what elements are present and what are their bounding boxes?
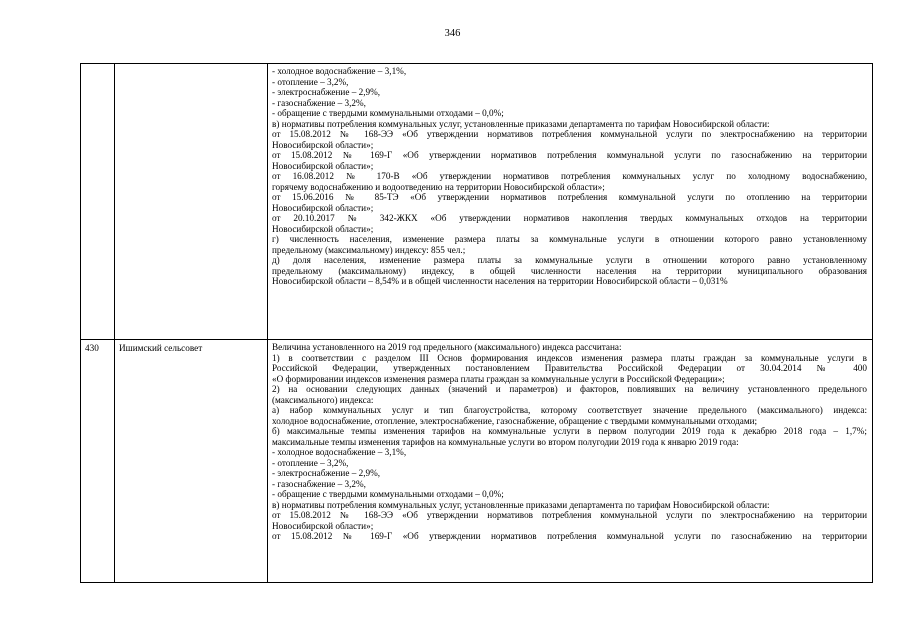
text-line: от 15.08.2012 № 169-Г «Об утверждении нормативов потребления коммунальной услуги по газоснабжению на территории xyxy=(272,531,867,541)
document-table xyxy=(80,63,873,583)
text-line: Новосибирской области»; xyxy=(272,520,374,531)
text-line: г) численность населения, изменение размера платы за коммунальные услуги в отношении которого равно установленному xyxy=(272,234,867,244)
text-line: предельному (максимальному) индексу: 855 чел.; xyxy=(272,244,466,255)
text-line: - электроснабжение – 2,9%, xyxy=(272,468,381,478)
text-line: 2) на основании следующих данных (значений и параметров) и факторов, повлиявших на величину установленного предельного xyxy=(272,384,867,394)
text-line: - электроснабжение – 2,9%, xyxy=(272,87,381,97)
text-line: Новосибирской области»; xyxy=(272,202,374,213)
table-row xyxy=(81,64,873,340)
row-number-cell xyxy=(81,64,115,340)
text-line: от 20.10.2017 № 342-ЖКХ «Об утверждении нормативов накопления твердых коммунальных отходов на территории xyxy=(272,213,867,223)
index-description-cell xyxy=(268,340,873,583)
text-line: - газоснабжение – 3,2%, xyxy=(272,97,366,108)
text-line: холодное водоснабжение, отопление, электроснабжение, газоснабжение, обращение с твердыми коммунальными отходами; xyxy=(272,415,758,426)
table-row xyxy=(81,340,873,583)
text-line: а) набор коммунальных услуг и тип благоустройства, которому соответствует значение предельного (максимального) индекса: xyxy=(272,405,867,415)
text-line: - холодное водоснабжение – 3,1%, xyxy=(272,447,407,457)
text-line: Новосибирской области»; xyxy=(272,223,374,234)
text-line: Новосибирской области»; xyxy=(272,139,374,150)
text-line: «О формировании индексов изменения размера платы граждан за коммунальные услуги в Российской Федерации»; xyxy=(272,373,725,384)
text-line: - холодное водоснабжение – 3,1%, xyxy=(272,66,407,76)
text-line: д) доля населения, изменение размера платы за коммунальные услуги в отношении которого равно установленному xyxy=(272,255,867,265)
text-line: - обращение с твердыми коммунальными отходами – 0,0%; xyxy=(272,108,504,118)
row-number-cell: 430 xyxy=(81,340,115,583)
text-line: - отопление – 3,2%, xyxy=(272,457,349,468)
text-line: Величина установленного на 2019 год предельного (максимального) индекса рассчитана: xyxy=(272,342,622,352)
text-line: от 15.06.2016 № 85-ТЭ «Об утверждении нормативов потребления коммунальной услуги по отоплению на территории xyxy=(272,192,867,202)
text-line: от 16.08.2012 № 170-В «Об утверждении нормативов потребления коммунальных услуг по холодному водоснабжению, xyxy=(272,171,867,181)
text-line: Российской Федерации, утвержденных постановлением Правительства Российской Федерации от 30.04.2014 № 400 xyxy=(272,363,867,373)
page-number: 346 xyxy=(444,28,461,39)
text-line: горячему водоснабжению и водоотведению на территории Новосибирской области»; xyxy=(272,181,605,192)
text-line: от 15.08.2012 № 168-ЭЭ «Об утверждении нормативов потребления коммунальной услуги по электроснабжению на территории xyxy=(272,129,867,139)
text-line: - отопление – 3,2%, xyxy=(272,76,349,87)
text-line: от 15.08.2012 № 169-Г «Об утверждении нормативов потребления коммунальной услуги по газоснабжению на территории xyxy=(272,150,867,160)
text-line: б) максимальные темпы изменения тарифов на коммунальные услуги в первом полугодии 2019 года к декабрю 2018 года – 1,7%; xyxy=(272,426,867,436)
text-line: - обращение с твердыми коммунальными отходами – 0,0%; xyxy=(272,489,504,499)
text-line: максимальные темпы изменения тарифов на коммунальные услуги во втором полугодии 2019 года к январю 2019 года: xyxy=(272,436,739,447)
text-line: (максимального) индекса: xyxy=(272,394,374,405)
text-line: от 15.08.2012 № 168-ЭЭ «Об утверждении нормативов потребления коммунальной услуги по электроснабжению на территории xyxy=(272,510,867,520)
text-line: Новосибирской области – 8,54% и в общей численности населения на территории Новосибирской области – 0,031% xyxy=(272,276,728,286)
text-line: в) нормативы потребления коммунальных услуг, установленные приказами департамента по тарифам Новосибирской области: xyxy=(272,118,770,129)
index-description-cell xyxy=(268,64,873,340)
municipality-name-cell xyxy=(115,64,268,340)
text-line: Новосибирской области»; xyxy=(272,160,374,171)
text-line: 1) в соответствии с разделом III Основ формирования индексов изменения размера платы граждан за коммунальные услуги в xyxy=(272,352,867,363)
municipality-name-cell: Ишимский сельсовет xyxy=(115,340,268,583)
text-line: в) нормативы потребления коммунальных услуг, установленные приказами департамента по тарифам Новосибирской области: xyxy=(272,499,770,510)
text-line: - газоснабжение – 3,2%, xyxy=(272,478,366,489)
text-line: предельному (максимальному) индексу, в общей численности населения на территории муниципального образования xyxy=(272,265,867,276)
